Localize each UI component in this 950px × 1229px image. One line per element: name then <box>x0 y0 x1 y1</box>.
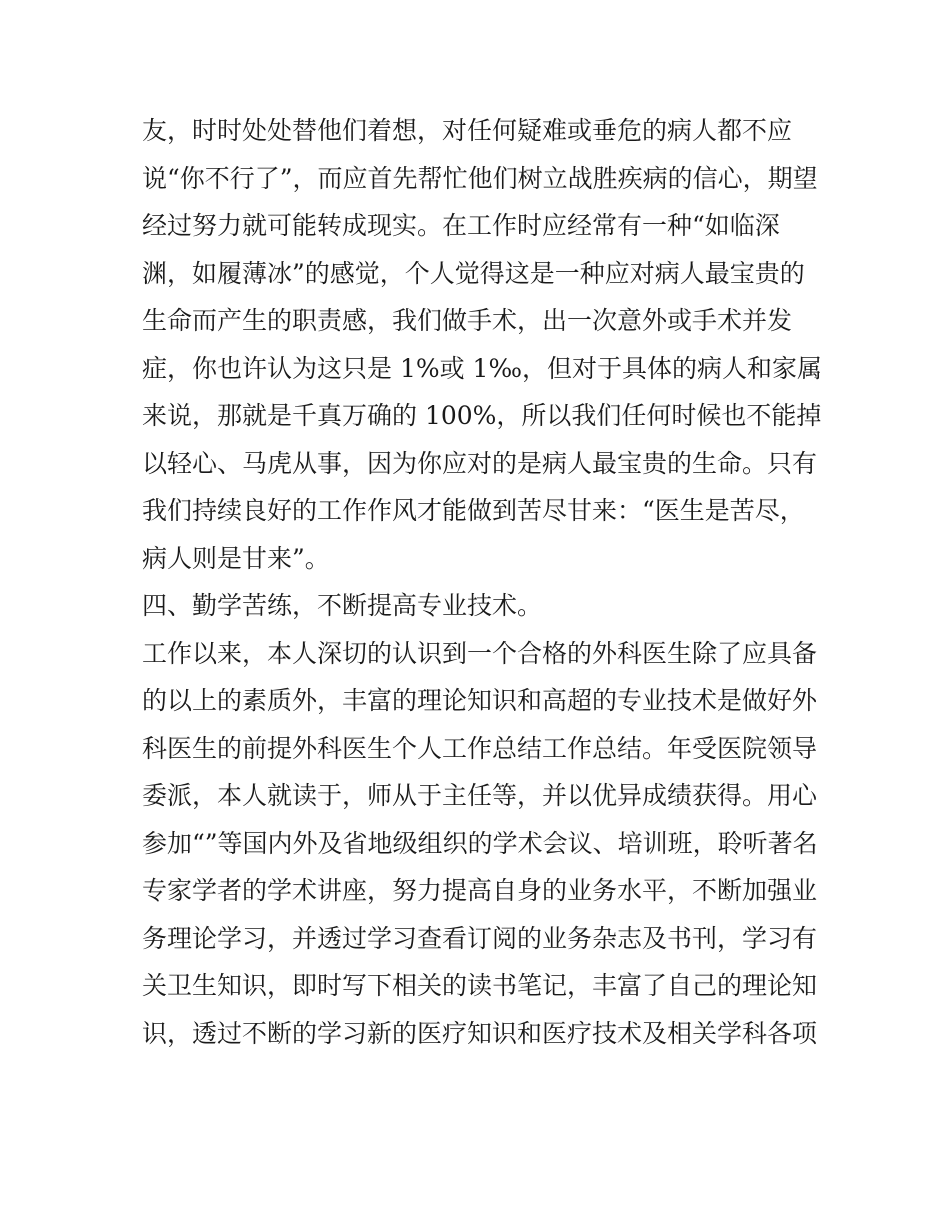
text-line: 症，你也许认为这只是 1%或 1‰，但对于具体的病人和家属 <box>142 353 823 383</box>
text-line: 工作以来，本人深切的认识到一个合格的外科医生除了应具备 <box>142 638 818 668</box>
text-line: 科医生的前提外科医生个人工作总结工作总结。年受医院领导 <box>142 733 818 763</box>
text-line: 的以上的素质外，丰富的理论知识和高超的专业技术是做好外 <box>142 686 818 715</box>
text-line: 专家学者的学术讲座，努力提高自身的业务水平，不断加强业 <box>142 876 818 905</box>
text-line: 来说，那就是千真万确的 100%，所以我们任何时候也不能掉 <box>142 401 822 430</box>
text-line: 生命而产生的职责感，我们做手术，出一次意外或手术并发 <box>142 306 793 335</box>
body-text <box>142 107 822 1057</box>
section-heading: 四、勤学苦练，不断提高专业技术。 <box>142 591 543 620</box>
text-line: 务理论学习，并透过学习查看订阅的业务杂志及书刊，学习有 <box>142 923 818 953</box>
text-line: 说“你不行了”，而应首先帮忙他们树立战胜疾病的信心，期望 <box>142 163 818 193</box>
text-line: 参加“”等国内外及省地级组织的学术会议、培训班，聆听著名 <box>142 828 818 858</box>
text-line: 委派，本人就读于，师从于主任等，并以优异成绩获得。用心 <box>142 781 818 810</box>
text-line: 经过努力就可能转成现实。在工作时应经常有一种“如临深 <box>142 211 780 240</box>
text-line: 以轻心、马虎从事，因为你应对的是病人最宝贵的生命。只有 <box>142 448 818 478</box>
text-line: 我们持续良好的工作作风才能做到苦尽甘来：“医生是苦尽， <box>142 496 805 525</box>
text-line: 病人则是甘来”。 <box>142 543 330 573</box>
text-line: 识，透过不断的学习新的医疗知识和医疗技术及相关学科各项 <box>142 1018 818 1048</box>
text-line: 关卫生知识，即时写下相关的读书笔记，丰富了自己的理论知 <box>142 971 818 1000</box>
text-line: 渊，如履薄冰”的感觉，个人觉得这是一种应对病人最宝贵的 <box>142 258 805 288</box>
text-line: 友，时时处处替他们着想，对任何疑难或垂危的病人都不应 <box>142 116 793 145</box>
